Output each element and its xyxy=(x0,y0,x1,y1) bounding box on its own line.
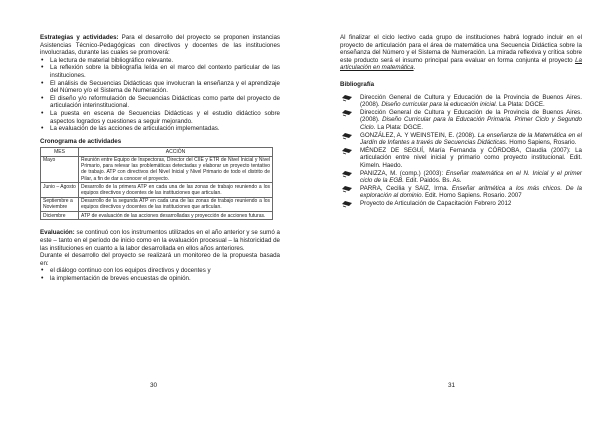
table-row xyxy=(41,183,273,197)
ref-text: Dirección General de Cultura y Educación de la Provincia de Buenos Aires. (2008). xyxy=(360,93,582,109)
ref-text: GONZÁLEZ, A. Y WEINSTEIN, E. (2008). xyxy=(360,131,476,139)
list-item xyxy=(340,132,582,147)
diamond-bullet-icon xyxy=(341,109,353,117)
cell-accion: Desarrollo de la segunda ATP en cada una de las zonas de trabajo reuniendo a los equipos directivos y docentes de las instituciones que articulan. xyxy=(79,197,273,211)
ref-title: Enseñar matemática en el N. Inicial y el primer ciclo de la EGB. xyxy=(360,169,582,185)
bibliografia-list xyxy=(340,94,582,208)
list-item xyxy=(340,94,582,109)
ref-text: Dirección General de Cultura y Educación de la Provincia de Buenos Aires. (2008). xyxy=(360,108,582,124)
ref-publisher: Homo Sapiens, Rosario. xyxy=(509,139,577,147)
ref-title: La enseñanza de la Matemática en el Jardín de Infantes a través de Secuencias Didácticas. xyxy=(360,131,582,147)
list-item xyxy=(340,170,582,185)
cronograma-table xyxy=(40,147,273,220)
ref-title: Diseño curricular para la educación inicial. xyxy=(381,101,498,109)
estrategias-list xyxy=(40,57,280,133)
closing-period: . xyxy=(413,64,416,72)
ref-publisher: Edit. Homo Sapiens. Rosario. 2007 xyxy=(425,192,522,200)
ref-publisher: Edit. Paidós. Bs. As. xyxy=(405,177,462,185)
table-header-row xyxy=(41,148,273,156)
estrategias-paragraph xyxy=(40,34,280,57)
list-item xyxy=(340,109,582,132)
cell-accion: Reunión entre Equipo de Inspectoras, Director del CIIE y ETR de Nivel Inicial y Nivel Primario, para relevar las problemáticas detectadas y elaborar un proyecto tentativo de trabajo. ATP con directivos del Nivel Inicial y Nivel Primario de todo el distrito de Pilar, a fin de dar a conocer el proyecto. xyxy=(79,156,273,183)
list-item: • El análisis de Secuencias Didácticas que involucran la enseñanza y el aprendizaje del Número y/o el Sistema de Numeración. xyxy=(40,80,280,95)
left-page xyxy=(40,34,280,283)
table-row xyxy=(41,156,273,183)
right-page xyxy=(340,34,582,207)
list-item: • La puesta en escena de Secuencias Didácticas y el estudio didáctico sobre aspectos logrados y cuestiones a seguir mejorando. xyxy=(40,110,280,125)
evaluacion-text: se continuó con los instrumentos utilizados en el año anterior y se sumó a este – tanto en el período de inicio como en la evaluación procesual – la historicidad de las instituciones en cuanto a la labor desarrollada en ellos años anteriores. xyxy=(40,229,280,252)
ref-title: Enseñar aritmética a los más chicos. De la exploración al dominio. xyxy=(360,184,582,200)
list-item xyxy=(340,147,582,170)
diamond-bullet-icon xyxy=(341,200,353,208)
list-item: • La evaluación de las acciones de articulación implementadas. xyxy=(40,125,280,133)
ref-text: PARRA, Cecilia y SAIZ, Irma. xyxy=(360,184,449,192)
table-row xyxy=(41,212,273,220)
list-item: • El diseño y/o reformulación de Secuencias Didácticas como parte del proyecto de articulación interinstitucional. xyxy=(40,95,280,110)
cell-mes: Mayo xyxy=(41,156,79,183)
evaluacion-paragraph xyxy=(40,229,280,252)
evaluacion-list xyxy=(40,267,280,282)
diamond-bullet-icon xyxy=(341,170,353,178)
ref-text: MÉNDEZ DE SEGUÍ, María Fernanda y CÓRDOBA, Claudia (2007): La articulación entre nivel inicial y primario como proyecto institucional. Edit. Kimeln. Haedo. xyxy=(360,146,582,169)
closing-project-title: La articulación en matemática xyxy=(340,56,582,72)
list-item: • el diálogo continuo con los equipos directivos y docentes y xyxy=(40,267,280,275)
closing-paragraph xyxy=(340,34,582,72)
diamond-bullet-icon xyxy=(341,147,353,155)
ref-text: PANIZZA, M. (comp.) (2003): xyxy=(360,169,444,177)
closing-text: Al finalizar el ciclo lectivo cada grupo de instituciones habrá logrado incluir en el proyecto de articulación para el área de matemática una Secuencia Didáctica sobre la enseñanza del Número y el Sistema de Numeración. La mirada reflexiva y crítica sobre este producto será el insumo principal para evaluar en forma conjunta el proyecto xyxy=(340,34,582,64)
evaluacion-heading: Evaluación: xyxy=(40,229,75,237)
ref-publisher: La Plata: DGCE. xyxy=(377,123,423,131)
cell-accion: ATP de evaluación de las acciones desarrolladas y proyección de acciones futuras. xyxy=(79,212,273,220)
list-item: • la implementación de breves encuestas de opinión. xyxy=(40,275,280,283)
ref-text: Proyecto de Articulación de Capacitación Febrero 2012 xyxy=(360,199,512,207)
ref-title: Diseño Curricular para la Educación Primaria. Primer Ciclo y Segundo Ciclo. xyxy=(360,116,582,131)
cell-mes: Septiembre a Noviembre xyxy=(41,197,79,211)
estrategias-intro: Para el desarrollo del proyecto se proponen instancias Asistencias Técnico-Pedagógicas con directivos y docentes de las instituciones involucradas, durante las cuales se promoverá: xyxy=(40,34,280,57)
cell-mes: Junio – Agosto xyxy=(41,183,79,197)
diamond-bullet-icon xyxy=(341,94,353,102)
diamond-bullet-icon xyxy=(341,185,353,193)
column-header-mes: MES xyxy=(41,148,79,156)
diamond-bullet-icon xyxy=(341,132,353,140)
list-item xyxy=(340,200,582,208)
cronograma-heading xyxy=(40,138,280,146)
ref-publisher: La Plata: DGCE. xyxy=(498,101,545,109)
table-row xyxy=(41,197,273,211)
estrategias-heading: Estrategias y actividades: xyxy=(40,34,119,41)
bibliografia-heading: Bibliografía xyxy=(340,80,375,88)
column-header-accion: ACCIÓN xyxy=(79,148,273,156)
evaluacion-text2: Durante el desarrollo del proyecto se realizará un monitoreo de la propuesta basada en: xyxy=(40,252,280,267)
cell-mes: Diciembre xyxy=(41,212,79,220)
page-number-right: 31 xyxy=(448,382,456,389)
list-item: • La lectura de material bibliográfico relevante. xyxy=(40,57,280,65)
list-item xyxy=(340,185,582,200)
cell-accion: Desarrollo de la primera ATP en cada una de las zonas de trabajo reuniendo a los equipos directivos y docentes de las instituciones que articulan. xyxy=(79,183,273,197)
cronograma-heading-text: Cronograma de actividades xyxy=(40,137,122,145)
page-number-left: 30 xyxy=(150,382,158,389)
list-item: • La reflexión sobre la bibliografía leída en el marco del contexto particular de las instituciones. xyxy=(40,64,280,79)
